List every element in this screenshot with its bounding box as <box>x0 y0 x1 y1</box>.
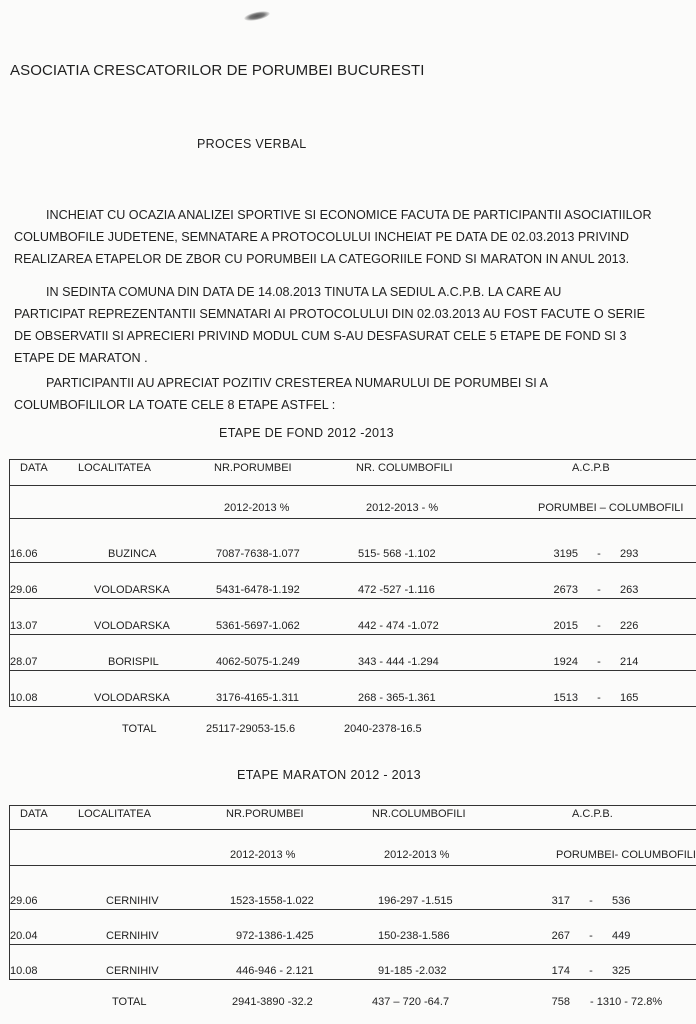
row-localitatea: VOLODARSKA <box>78 671 202 707</box>
row-acpb <box>494 635 696 671</box>
subheader-porumbei: 2012-2013 % <box>202 486 344 519</box>
header-data: DATA <box>10 460 79 486</box>
fond-table <box>9 459 696 737</box>
row-acpb <box>510 945 696 980</box>
acpb-columbofili: 226 <box>620 620 639 632</box>
row-columbofili: 196-297 -1.515 <box>356 866 510 910</box>
table-header-row <box>10 806 696 830</box>
total-row <box>10 707 696 737</box>
subheader-columbofili: 2012-2013 % <box>356 830 510 866</box>
table-subheader-row <box>10 830 696 866</box>
subheader-empty <box>10 486 79 519</box>
header-localitatea: LOCALITATEA <box>78 460 202 486</box>
paragraph-line: IN SEDINTA COMUNA DIN DATA DE 14.08.2013 TINUTA LA SEDIUL A.C.P.B. LA CARE AU <box>46 285 562 299</box>
row-columbofili: 268 - 365-1.361 <box>344 671 494 707</box>
fond-section-title: ETAPE DE FOND 2012 -2013 <box>219 426 394 440</box>
acpb-dash: - <box>597 656 601 668</box>
row-porumbei: 5361-5697-1.062 <box>202 599 344 635</box>
row-localitatea: BORISPIL <box>78 635 202 671</box>
row-columbofili: 442 - 474 -1.072 <box>344 599 494 635</box>
total-acpb-columbofili: - 1310 - 72.8% <box>590 995 663 1008</box>
total-acpb <box>510 980 696 1010</box>
document-title: PROCES VERBAL <box>197 137 307 151</box>
organization-name: ASOCIATIA CRESCATORILOR DE PORUMBEI BUCURESTI <box>10 62 425 79</box>
header-data: DATA <box>10 806 79 830</box>
table-row <box>10 563 696 599</box>
acpb-dash: - <box>589 895 593 907</box>
paragraph-line: COLUMBOFILE JUDETENE, SEMNATARE A PROTOCOLULUI INCHEIAT PE DATA DE 02.03.2013 PRIVIND <box>14 230 629 244</box>
row-localitatea: VOLODARSKA <box>78 599 202 635</box>
row-date: 20.04 <box>10 910 79 945</box>
acpb-porumbei: 2015 <box>553 620 578 632</box>
row-acpb <box>494 519 696 563</box>
acpb-porumbei: 317 <box>551 895 570 907</box>
row-date: 29.06 <box>10 866 79 910</box>
row-date: 16.06 <box>10 519 79 563</box>
row-localitatea: BUZINCA <box>78 519 202 563</box>
row-acpb <box>510 910 696 945</box>
header-nr-porumbei: NR.PORUMBEI <box>202 460 344 486</box>
subheader-acpb: PORUMBEI – COLUMBOFILI <box>494 486 696 519</box>
total-acpb-porumbei: 758 <box>551 995 570 1008</box>
acpb-dash: - <box>597 584 601 596</box>
row-porumbei: 4062-5075-1.249 <box>202 635 344 671</box>
acpb-dash: - <box>589 930 593 942</box>
subheader-porumbei: 2012-2013 % <box>202 830 356 866</box>
row-acpb <box>494 671 696 707</box>
acpb-dash: - <box>589 965 593 977</box>
table-row <box>10 866 696 910</box>
acpb-porumbei: 1924 <box>553 656 578 668</box>
row-porumbei: 972-1386-1.425 <box>202 910 356 945</box>
row-date: 13.07 <box>10 599 79 635</box>
header-nr-columbofili: NR. COLUMBOFILI <box>344 460 494 486</box>
paragraph-line: PARTICIPANTII AU APRECIAT POZITIV CRESTEREA NUMARULUI DE PORUMBEI SI A <box>46 376 548 390</box>
acpb-dash: - <box>597 692 601 704</box>
row-columbofili: 515- 568 -1.102 <box>344 519 494 563</box>
row-acpb <box>510 866 696 910</box>
row-columbofili: 343 - 444 -1.294 <box>344 635 494 671</box>
acpb-dash: - <box>597 620 601 632</box>
row-localitatea: CERNIHIV <box>78 910 202 945</box>
header-nr-porumbei: NR.PORUMBEI <box>202 806 356 830</box>
total-empty <box>494 707 696 737</box>
row-date: 28.07 <box>10 635 79 671</box>
meeting-paragraph <box>14 281 694 369</box>
subheader-empty <box>78 486 202 519</box>
row-date: 10.08 <box>10 671 79 707</box>
subheader-acpb: PORUMBEI- COLUMBOFILI <box>510 830 696 866</box>
total-columbofili: 2040-2378-16.5 <box>344 722 422 735</box>
table-row <box>10 599 696 635</box>
maraton-table <box>9 805 696 1010</box>
subheader-empty <box>10 830 79 866</box>
paragraph-line: DE OBSERVATII SI APRECIERI PRIVIND MODUL CUM S-AU DESFASURAT CELE 5 ETAPE DE FOND SI 3 <box>14 329 627 343</box>
maraton-section-title: ETAPE MARATON 2012 - 2013 <box>237 768 421 782</box>
acpb-porumbei: 1513 <box>553 692 578 704</box>
total-row <box>10 980 696 1010</box>
row-acpb <box>494 563 696 599</box>
paragraph-line: COLUMBOFILILOR LA TOATE CELE 8 ETAPE ASTFEL : <box>14 398 336 412</box>
header-localitatea: LOCALITATEA <box>78 806 202 830</box>
acpb-columbofili: 536 <box>612 895 631 907</box>
subheader-empty <box>78 830 202 866</box>
acpb-columbofili: 325 <box>612 965 631 977</box>
ink-smudge <box>243 9 270 22</box>
row-porumbei: 3176-4165-1.311 <box>202 671 344 707</box>
row-date: 10.08 <box>10 945 79 980</box>
row-columbofili: 150-238-1.586 <box>356 910 510 945</box>
row-date: 29.06 <box>10 563 79 599</box>
intro-paragraph <box>14 204 694 270</box>
paragraph-line: INCHEIAT CU OCAZIA ANALIZEI SPORTIVE SI ECONOMICE FACUTA DE PARTICIPANTII ASOCIATIILOR <box>46 208 652 222</box>
acpb-columbofili: 165 <box>620 692 639 704</box>
table-row <box>10 519 696 563</box>
paragraph-line: REALIZAREA ETAPELOR DE ZBOR CU PORUMBEII LA CATEGORIILE FOND SI MARATON IN ANUL 2013. <box>14 252 630 266</box>
table-subheader-row <box>10 486 696 519</box>
total-columbofili: 437 – 720 -64.7 <box>372 995 450 1008</box>
header-acpb: A.C.P.B <box>494 460 696 486</box>
row-localitatea: CERNIHIV <box>78 945 202 980</box>
total-empty <box>10 980 79 1010</box>
table-row <box>10 671 696 707</box>
row-columbofili: 472 -527 -1.116 <box>344 563 494 599</box>
paragraph-line: PARTICIPAT REPREZENTANTII SEMNATARI AI PROTOCOLULUI DIN 02.03.2013 AU FOST FACUTE O SERIE <box>14 307 646 321</box>
total-label: TOTAL <box>112 995 147 1008</box>
subheader-columbofili: 2012-2013 - % <box>344 486 494 519</box>
header-nr-columbofili: NR.COLUMBOFILI <box>356 806 510 830</box>
row-acpb <box>494 599 696 635</box>
table-header-row <box>10 460 696 486</box>
table-row <box>10 910 696 945</box>
total-label: TOTAL <box>122 722 157 735</box>
table-row <box>10 635 696 671</box>
acpb-columbofili: 214 <box>620 656 639 668</box>
total-porumbei: 25117-29053-15.6 <box>206 722 296 735</box>
acpb-porumbei: 2673 <box>553 584 578 596</box>
row-columbofili: 91-185 -2.032 <box>356 945 510 980</box>
row-porumbei: 446-946 - 2.121 <box>202 945 356 980</box>
acpb-porumbei: 174 <box>551 965 570 977</box>
total-porumbei: 2941-3890 -32.2 <box>232 995 313 1008</box>
row-porumbei: 5431-6478-1.192 <box>202 563 344 599</box>
acpb-columbofili: 263 <box>620 584 639 596</box>
paragraph-line: ETAPE DE MARATON . <box>14 351 148 365</box>
header-acpb: A.C.P.B. <box>510 806 696 830</box>
total-empty <box>10 707 79 737</box>
acpb-columbofili: 293 <box>620 548 639 560</box>
acpb-dash: - <box>597 548 601 560</box>
appreciation-paragraph <box>14 372 694 416</box>
row-porumbei: 1523-1558-1.022 <box>202 866 356 910</box>
acpb-porumbei: 267 <box>551 930 570 942</box>
acpb-porumbei: 3195 <box>553 548 578 560</box>
row-porumbei: 7087-7638-1.077 <box>202 519 344 563</box>
acpb-columbofili: 449 <box>612 930 631 942</box>
row-localitatea: VOLODARSKA <box>78 563 202 599</box>
row-localitatea: CERNIHIV <box>78 866 202 910</box>
table-row <box>10 945 696 980</box>
